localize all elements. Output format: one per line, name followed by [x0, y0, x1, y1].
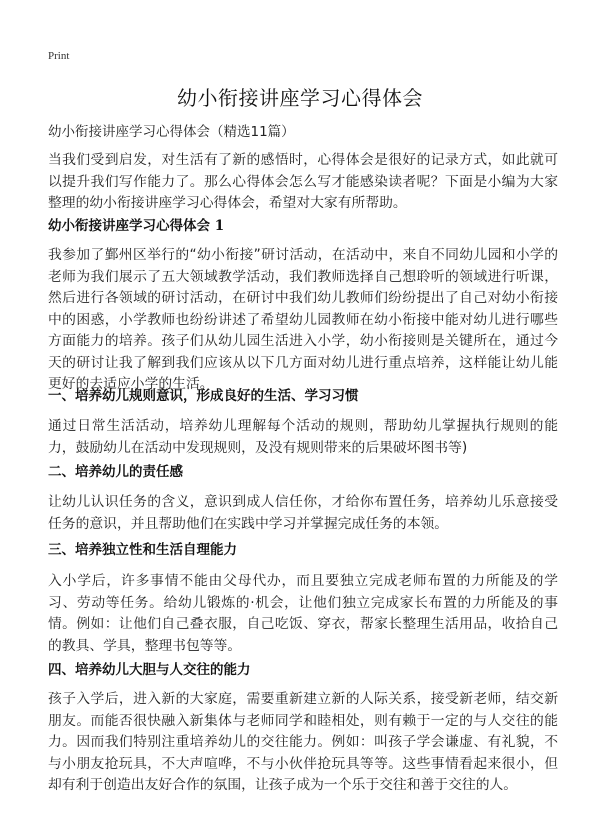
section-heading: 三、培养独立性和生活自理能力	[48, 542, 237, 558]
section-1	[48, 386, 558, 406]
section-paragraph: 通过日常生活活动，培养幼儿理解每个活动的规则，帮助幼儿掌握执行规则的能力，鼓励幼儿在活动中发现规则，及没有规则带来的后果破坏图书等)	[48, 418, 558, 456]
section-2-body	[48, 492, 558, 535]
section-heading: 四、培养幼儿大胆与人交往的能力	[48, 662, 251, 678]
page-title: 幼小衔接讲座学习心得体会	[177, 86, 423, 110]
section-3-body	[48, 571, 558, 657]
section-paragraph: 让幼儿认识任务的含义，意识到成人信任你，才给你布置任务，培养幼儿乐意接受任务的意识，并且帮助他们在实践中学习并掌握完成任务的本领。	[48, 494, 558, 532]
section-2	[48, 462, 558, 482]
section-3	[48, 540, 558, 560]
intro-block	[48, 150, 558, 215]
article-heading: 幼小衔接讲座学习心得体会 1	[48, 218, 225, 234]
article-intro-paragraph: 我参加了鄞州区举行的“幼小衔接”研讨活动，在活动中，来自不同幼儿园和小学的老师为我们展示了五大领域教学活动，我们教师选择自己想聆听的领域进行听课，然后进行各领域的研讨活动，在研讨中我们幼儿教师们纷纷提出了自己对幼小衔接中的困惑，小学教师也纷纷讲述了希望幼儿园教师在幼小衔接中能对幼儿进行哪些方面能力的培养。孩子们从幼儿园生活进入小学，幼小衔接则是关键所在，通过今天的研讨让我了解到我们应该从以下几方面对幼儿进行重点培养，这样能让幼儿能更好的去适应小学的生活。	[48, 247, 558, 392]
section-1-body	[48, 416, 558, 459]
section-4-body	[48, 689, 558, 797]
intro-paragraph: 当我们受到启发，对生活有了新的感悟时，心得体会是很好的记录方式，如此就可以提升我们写作能力了。那么心得体会怎么写才能感染读者呢？下面是小编为大家整理的幼小衔接讲座学习心得体会，希望对大家有所帮助。	[48, 152, 558, 211]
print-label: Print	[48, 50, 70, 62]
document-subtitle: 幼小衔接讲座学习心得体会（精选11篇）	[48, 124, 295, 140]
section-4	[48, 660, 558, 680]
article-heading-block	[48, 216, 558, 236]
section-heading: 二、培养幼儿的责任感	[48, 464, 183, 480]
article-intro-block	[48, 245, 558, 396]
section-heading: 一、培养幼儿规则意识，形成良好的生活、学习习惯	[48, 388, 359, 404]
section-paragraph: 入小学后，许多事情不能由父母代办，而且要独立完成老师布置的力所能及的学习、劳动等任务。给幼儿锻炼的·机会，让他们独立完成家长布置的力所能及的事情。例如：让他们自己叠衣服，自己吃饭、穿衣，帮家长整理生活用品，收拾自己的教具、学具，整理书包等等。	[48, 573, 558, 654]
section-paragraph: 孩子入学后，进入新的大家庭，需要重新建立新的人际关系，接受新老师，结交新朋友。而能否很快融入新集体与老师同学和睦相处，则有赖于一定的与人交往的能力。因而我们特别注重培养幼儿的交往能力。例如：叫孩子学会谦虚、有礼貌，不与小朋友抢玩具，不大声喧哗，不与小伙伴抢玩具等等。这些事情看起来很小，但却有利于创造出友好合作的氛围，让孩子成为一个乐于交往和善于交往的人。	[48, 691, 558, 793]
